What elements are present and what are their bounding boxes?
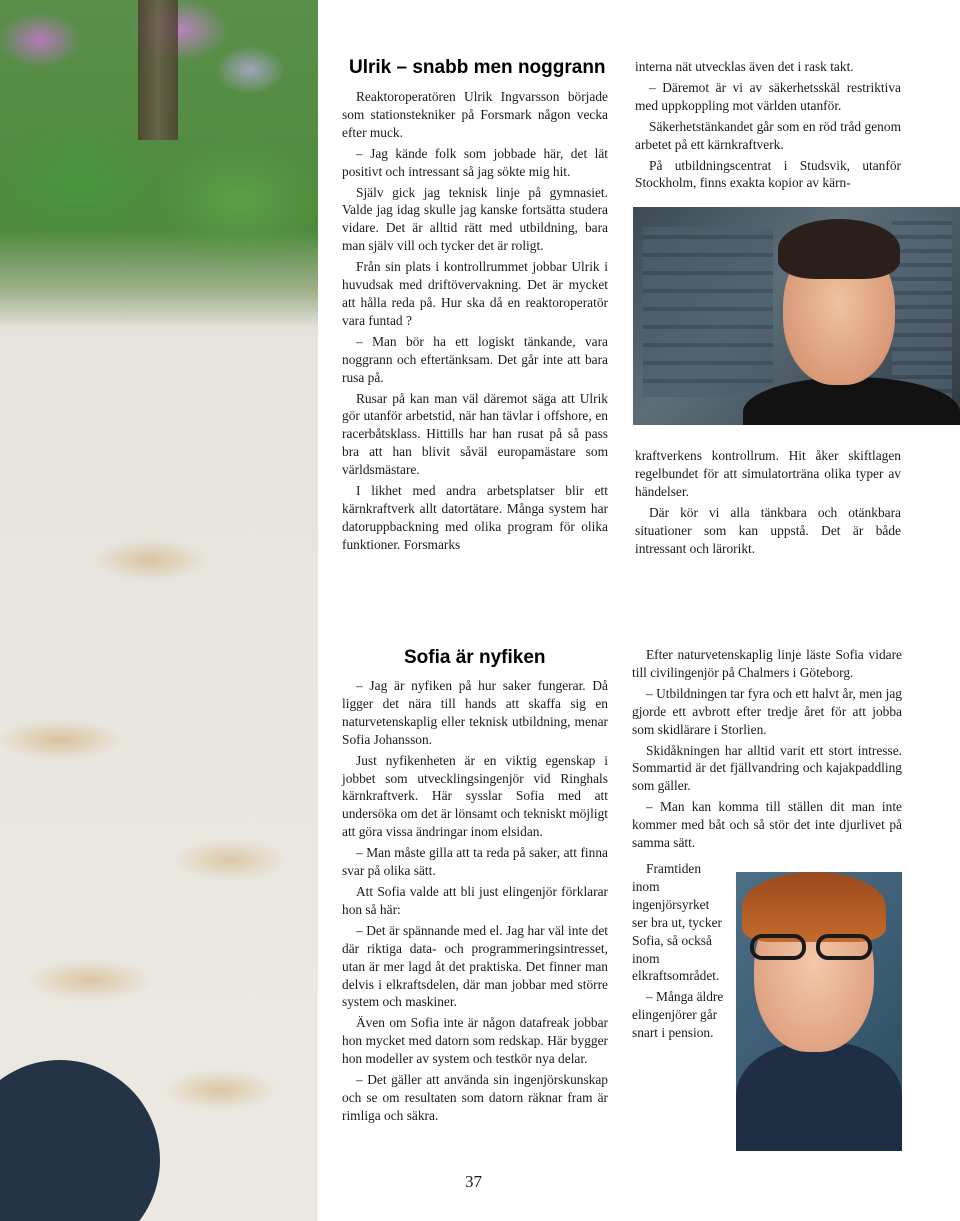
- paragraph: På utbildningscentrat i Studsvik, utanför Stockholm, finns exakta kopior av kärn-: [635, 157, 901, 191]
- paragraph: Även om Sofia inte är någon datafreak jobbar hon mycket med datorn som redskap. Här bygger hon modeller av system och testkör nya delar.: [342, 1015, 608, 1067]
- hair: [778, 219, 900, 279]
- paragraph: Just nyfikenheten är en viktig egenskap i jobbet som utvecklingsingenjör vid Ringhals kärnkraftverk. Här sysslar Sofia med att undersöka om det är lönsamt och tekniskt möjligt att göra vissa ändringar inom elsidan.: [342, 752, 608, 840]
- paragraph: Att Sofia valde att bli just elingenjör förklarar hon så här:: [342, 883, 608, 917]
- ulrik-column-2-bottom: [635, 447, 901, 560]
- paragraph: Reaktoroperatören Ulrik Ingvarsson började som stationstekniker på Forsmark någon vecka efter muck.: [342, 89, 608, 140]
- person-shoulder: [0, 1060, 160, 1221]
- page-number: 37: [465, 1172, 482, 1191]
- paragraph: Framtiden inom ingenjörsyrket ser bra ut, tycker Sofia, så också inom elkraftsområdet.: [632, 861, 722, 984]
- paragraph: Rusar på kan man väl däremot säga att Ulrik gör utanför arbetstid, när han tävlar i offshore, en racerbåtsklass. Hittills har han rusat på så pass bra att han blivit såväl europamästare som världsmästare.: [342, 390, 608, 478]
- sofia-column-1: [342, 677, 608, 1128]
- paragraph: – Däremot är vi av säkerhetsskäl restriktiva med uppkoppling mot världen utanför.: [635, 79, 901, 113]
- paragraph: Där kör vi alla tänkbara och otänkbara situationer som kan uppstå. Det är både intressant och lärorikt.: [635, 504, 901, 556]
- paragraph: – Det gäller att använda sin ingenjörskunskap och se om resultaten som datorn räknar fram är rimliga och säkra.: [342, 1072, 608, 1123]
- paragraph: Efter naturvetenskaplig linje läste Sofia vidare till civilingenjör på Chalmers i Göteborg.: [632, 647, 902, 680]
- paragraph: – Många äldre elingenjörer går snart i pension.: [632, 989, 724, 1041]
- paragraph: Själv gick jag teknisk linje på gymnasiet. Valde jag idag skulle jag kanske fortsätta studera vidare. Det är alltid rätt med utbildning, bara man själv vill och tycker det är roligt.: [342, 184, 608, 254]
- sofia-column-2: [632, 646, 902, 855]
- tree-trunk: [138, 0, 178, 140]
- paragraph: – Man måste gilla att ta reda på saker, att finna svar på olika sätt.: [342, 845, 608, 879]
- article-title-sofia: Sofia är nyfiken: [404, 647, 546, 668]
- paragraph: – Utbildningen tar fyra och ett halvt år, men jag gjorde ett avbrott efter tredje året för att jobba som skidlärare i Storlien.: [632, 685, 902, 737]
- paragraph: Skidåkningen har alltid varit ett stort intresse. Sommartid är det fjällvandring och kajakpaddling som gäller.: [632, 742, 902, 794]
- paragraph: I likhet med andra arbetsplatser blir ett kärnkraftverk allt datortätare. Många system har datoruppbackning med olika program för olika funktioner. Forsmarks: [342, 483, 608, 552]
- portrait-photo-ulrik: [633, 207, 960, 425]
- jacket: [736, 1042, 902, 1151]
- ulrik-column-1: [342, 88, 608, 557]
- paragraph: kraftverkens kontrollrum. Hit åker skiftlagen regelbundet för att simulatorträna olika typer av händelser.: [635, 448, 901, 499]
- hair: [742, 872, 886, 942]
- ulrik-column-2-top: [635, 58, 901, 195]
- paragraph: – Jag kände folk som jobbade här, det lät positivt och intressant så jag sökte mig hit.: [342, 145, 608, 179]
- paragraph: – Man bör ha ett logiskt tänkande, vara noggrann och eftertänksam. Det går inte att bara rusa på.: [342, 333, 608, 385]
- glasses: [750, 934, 878, 962]
- control-panel: [643, 227, 773, 397]
- portrait-photo-sofia: [736, 872, 902, 1151]
- sofia-column-2-narrow: [632, 860, 724, 1045]
- garden-photo: [0, 0, 318, 1221]
- paragraph: – Jag är nyfiken på hur saker fungerar. Då ligger det nära till hands att skaffa sig en naturvetenskaplig eller teknisk utbildning, menar Sofia Johansson.: [342, 678, 608, 747]
- paragraph: interna nät utvecklas även det i rask takt.: [635, 59, 854, 74]
- article-title-ulrik: Ulrik – snabb men noggrann: [349, 57, 606, 78]
- paragraph: Säkerhetstänkandet går som en röd tråd genom arbetet på ett kärnkraftverk.: [635, 118, 901, 152]
- paragraph: – Det är spännande med el. Jag har väl inte det där riktiga data- och programmeringsintresset, utan är mer lagd åt det praktiska. Det finner man delvis i elkraftsdelen, där man jobbar med större system och maskiner.: [342, 922, 608, 1010]
- paragraph: – Man kan komma till ställen dit man inte kommer med båt och så stör det inte djurlivet på samma sätt.: [632, 799, 902, 851]
- paragraph: Från sin plats i kontrollrummet jobbar Ulrik i huvudsak med driftövervakning. Det är mycket att hålla reda på. Hur ska då en reaktoroperatör vara funtad ?: [342, 259, 608, 328]
